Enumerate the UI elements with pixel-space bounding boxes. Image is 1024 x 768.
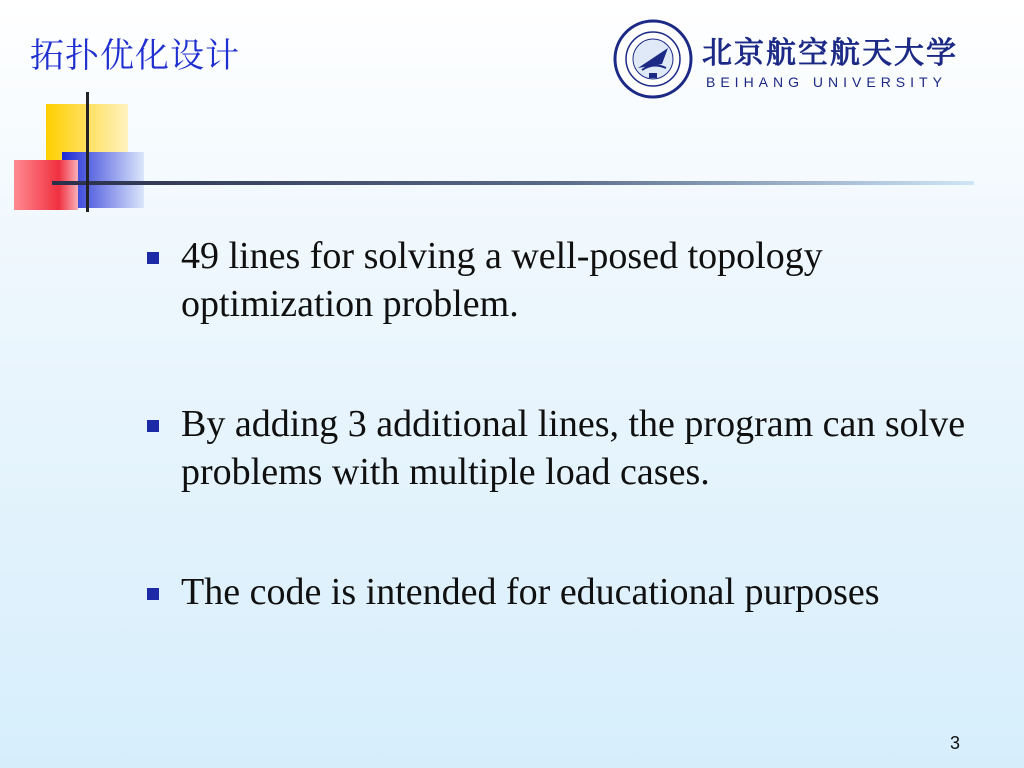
decorative-squares xyxy=(0,88,1000,218)
bullet-marker-icon xyxy=(147,420,159,432)
university-name-english: BEIHANG UNIVERSITY xyxy=(706,74,947,90)
bullet-text: The code is intended for educational purposes xyxy=(181,571,880,613)
university-name-chinese: 北京航空航天大学 xyxy=(702,36,958,71)
bullet-marker-icon xyxy=(147,252,159,264)
bullet-text: By adding 3 additional lines, the program can solve problems with multiple load cases. xyxy=(181,403,966,493)
deco-horizontal-rule xyxy=(52,181,974,185)
bullet-list xyxy=(145,232,1005,688)
bullet-marker-icon xyxy=(147,588,159,600)
bullet-text: 49 lines for solving a well-posed topology optimization problem. xyxy=(181,235,823,325)
bullet-item xyxy=(145,232,1005,328)
bullet-item xyxy=(145,568,1005,616)
page-number: 3 xyxy=(950,733,961,753)
slide-title: 拓扑优化设计 xyxy=(30,36,240,76)
bullet-item xyxy=(145,400,1005,496)
deco-vertical-rule xyxy=(86,92,89,212)
